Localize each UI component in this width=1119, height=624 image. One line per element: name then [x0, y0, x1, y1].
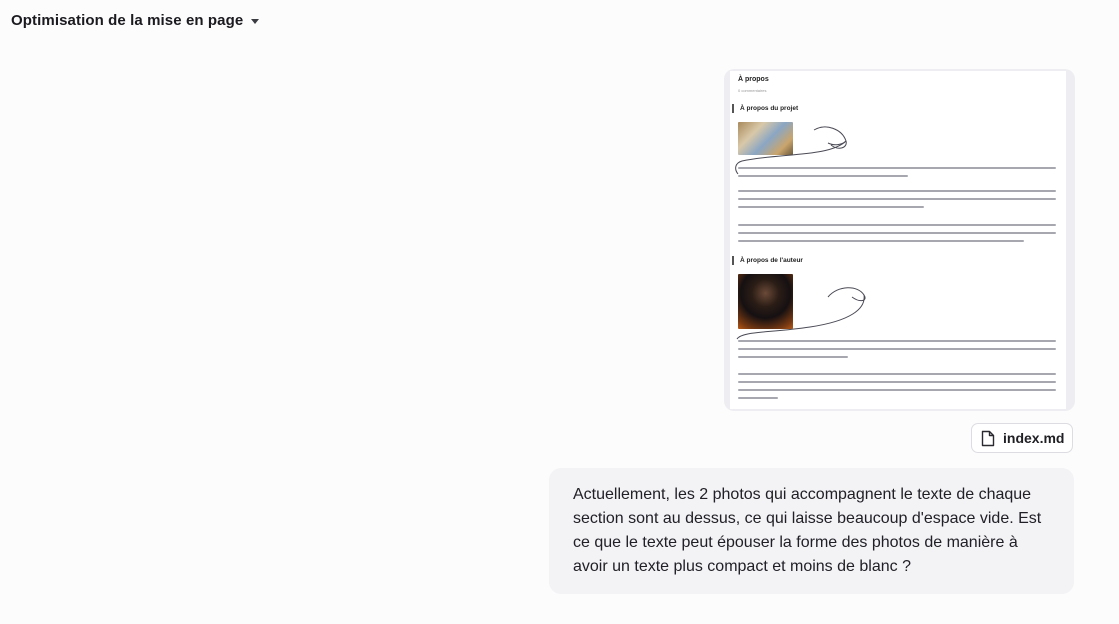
conversation-title: Optimisation de la mise en page: [11, 12, 244, 29]
preview-section-author: À propos de l'auteur: [732, 256, 803, 265]
attached-screenshot[interactable]: [724, 69, 1075, 411]
preview-section-project: À propos du projet: [732, 104, 798, 113]
screenshot-document-preview: [730, 71, 1066, 409]
file-name: index.md: [1003, 430, 1065, 446]
user-message-bubble: [549, 468, 1074, 594]
handwritten-annotation: [730, 71, 1066, 409]
conversation-title-dropdown[interactable]: [11, 12, 259, 29]
file-attachment-chip[interactable]: [971, 423, 1073, 453]
user-message-text: Actuellement, les 2 photos qui accompagnent le texte de chaque section sont au dessus, ce qui laisse beaucoup d'espace vide. Est ce que le texte peut épouser la forme des photos de manière à avoir un texte plus compact et moins de blanc ?: [573, 486, 1042, 575]
file-icon: [981, 430, 995, 447]
preview-meta: 0 commentaires: [738, 88, 767, 93]
chevron-down-icon: [251, 19, 259, 24]
preview-page-title: À propos: [738, 76, 769, 83]
